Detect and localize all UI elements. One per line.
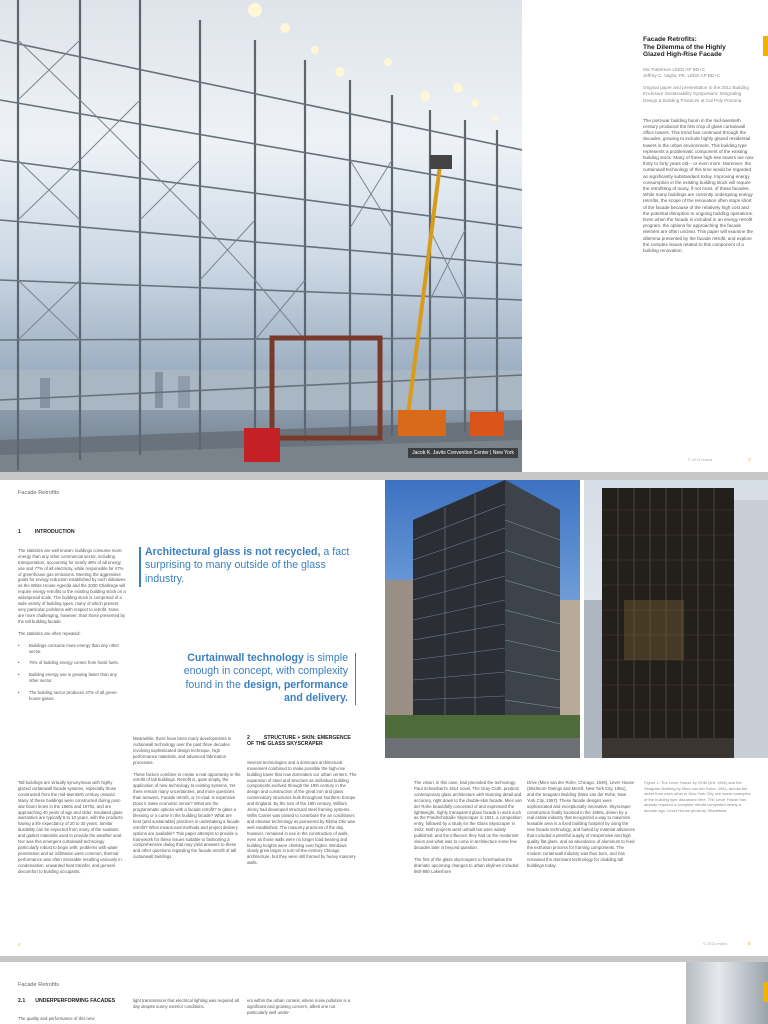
title-line: The Dilemma of the Highly [643, 43, 726, 51]
page-number-right: 5 [748, 941, 751, 946]
convention-center-photo [0, 0, 522, 472]
title-line: Facade Retrofits: [643, 36, 697, 43]
facade-detail-photo [686, 962, 768, 1024]
paragraph: The quality and performance of this new [18, 1016, 95, 1021]
article-front-matter [643, 36, 755, 254]
abstract: The post-war building boom in the mid-twentieth century produced the first crop of glass curtainwall office towers. This trend has continued through the decades, growing to include highly glazed residential towers in the urban environment. This building type represents a problematic component of the existing building stock. Many of these high-rise towers are now thirty to forty years old – or even more. Moreover, the curtainwall technology of this time would be regarded as significantly substandard today. Improving energy consumption in the existing building stock will require the retrofitting of many, if not most, of these facades. While many buildings are currently undergoing energy retrofits, the scope of the renovation often stops short of the facade because of the relatively high cost and the potential disruption to ongoing building operations. Even when the facade is included in an energy retrofit program, the options for approaching the facade element are often unclear. This paper will examine the dilemma presented by the facade retrofit, and explore the complex issues related to this component of a building renovation. [643, 117, 754, 254]
section-title: UNDERPERFORMING FACADES [35, 998, 116, 1004]
paragraph: The statistics are well known: buildings consume more energy than any other commercial sector, including transportation, accounting for nearly 48% of all energy use and 77% of all electricity, while responsible for 47% of greenhouse gas emissions. Meeting the aggressive goals for energy reduction established by such initiatives as the White House Agenda and the 2030 Challenge will require energy retrofits to the existing building stock on a widespread scale. The building stock is comprised of a wide variety of building types, many of which present very particular problems with respect to retrofit. None are more challenging, however, than those presented by the tall building facade. [18, 547, 126, 624]
section-tab [763, 36, 768, 56]
paragraph: The first of the glass skyscrapers to foreshadow the dramatic upcoming changes to urban skylines included 860-880 Lakeshore [414, 856, 519, 874]
modern-curtainwall-column: Drive (Mies van der Rohe, Chicago, 1949), Lever House (Skidmore Owings and Merrill, New York City, 1951), and the Seagram Building (Mies van der Rohe, New York City, 1957). These facade designs were sophisticated and exceptionally innovative. Skyscraper construction finally boomed in the 1960s, driven by a real estate industry that recognized a way to maximize leasable area in a fixed building footprint by using the new facade technology, and fueled by material advances that included a plentiful supply of inexpensive and high quality flat glass, and an abundance of aluminum to feed the extrusion process for framing components. The modern curtainwall industry was thus born, and has remained the dominant technology for cladding tall buildings today. [527, 780, 635, 868]
quote-text: is simple enough in concept, with complexity found in the [183, 652, 348, 691]
section-number: 2.1 [18, 998, 26, 1004]
pull-quote-curtainwall [170, 652, 348, 706]
intro-column-continued: Tall buildings are virtually synonymous with highly glazed curtainwall facade systems, especially those constructed from the mid-twentieth century onward. Many of these buildings were constructed during post-war boom times in the 1960s and 1970s, and are approaching 40 years of age and older. Insulated glass warranties are typically 5 to 10 years, with the products having a life expectancy of 20 to 30 years. Similar durability can be expected from many of the sealants and gasket materials used to provide the weather seal. Nor was this emergent curtainwall technology particularly robust to begin with; problems with water penetration and air infiltration were common; thermal performance was often miserable resulting variously in condensation, unwanted heat transfer, and general discomfort to building occupants. [18, 780, 123, 874]
running-head: Facade Retrofits [18, 982, 60, 988]
list-item: • Buildings consume more energy than any other sector. [18, 643, 126, 655]
page-6-partial [0, 962, 768, 1024]
running-head: Facade Retrofits [18, 490, 60, 496]
author-line: Mic Patterson LEED AP BD+C [643, 66, 706, 72]
quote-emphasis: design, performance and delivery. [243, 678, 348, 705]
quote-rule [355, 653, 357, 705]
section-number: 1 [18, 529, 21, 535]
quote-emphasis: Architectural glass is not recycled, [145, 546, 321, 558]
quote-emphasis: Curtainwall technology [187, 652, 304, 664]
author-line: Jeffrey C. Vaglio, PE, LEED AP BD+C [643, 72, 721, 78]
page-number-left: 4 [18, 942, 21, 947]
statistics-list [18, 643, 126, 702]
quote-rule [139, 547, 141, 587]
section-number: 2 [247, 735, 250, 741]
paragraph: Meanwhile, there have been many developments in curtainwall technology over the past three decades involving sophisticated design technique, high performance materials, and advanced fabrication processes. [133, 736, 232, 765]
copyright: © 2013 enclos [688, 458, 713, 462]
authors [643, 67, 755, 79]
paragraph: These factors combine to create a real opportunity in the retrofit of tall buildings. Retrofit is, quite simply, the application of new technology to existing systems. Yet there remain many uncertainties, and more questions than answers. Facade retrofit, or re-clad, is expensive. Does it make economic sense? What are the programmatic options with a facade retrofit? Is glass a blessing or a curse in the building facade? What are best (and sustainable) practices in undertaking a facade retrofit? What means-and-methods and project delivery options are available? This paper attempts to provide a framework for these issues suitable to fashioning a comprehensive dialog that may yield answers to these and other questions regarding the facade retrofit of tall curtainwall buildings. [133, 771, 241, 860]
pull-quote-glass [145, 546, 357, 586]
seagram-illustration [584, 480, 768, 758]
paragraph: Several technologies and a dominant architectural movement combined to make possible the high-rise building tower that now dominates our urban centers. The expansion of steel and structure as individual building components evolved through the 19th century in the design and construction of the great iron and glass conservatory structures built throughout Northern Europe and England. By the turn of the 19th century, William Jenny had developed structural steel framing systems. Willis Carrier was poised to contribute the air conditioner, and elevator technology as pioneered by Elisha Otis was well established. The masonry practices of the day, however, remained in use in the construction of walls, even as those walls were no longer load bearing and building heights were climbing ever higher. Windows slowly grew larger in turn-of-the-century Chicago architecture, but they were still framed by heavy masonry walls. [247, 759, 357, 866]
body-column [133, 736, 241, 866]
lever-house-illustration [385, 480, 580, 758]
lever-house-photo [385, 480, 580, 758]
seagram-building-photo [584, 480, 768, 758]
quote-text: a fact surprising to many outside of the glass industry. [145, 546, 350, 585]
section-heading [18, 530, 126, 536]
list-item: • Building energy use is growing faster than any other sector. [18, 672, 126, 684]
page-3-spread [0, 0, 768, 472]
paragraph: The statistics are often repeated: [18, 630, 81, 636]
section-title: STRUCTURE + SKIN: EMERGENCE OF THE GLASS SKYSCRAPER [247, 735, 351, 747]
page-4-5-spread [0, 480, 768, 956]
photo-caption: Jacob K. Javits Convention Center | New York [408, 448, 518, 458]
intro-column [18, 530, 126, 708]
article-title [643, 36, 755, 59]
list-item: • The building sector produces 47% of all green-house gases. [18, 690, 126, 702]
paragraph: light transmission that electrical lighting was required all day despite sunny exterior conditions. [133, 998, 239, 1009]
structure-skin-column [247, 736, 357, 872]
title-line: Glazed High-Rise Facade [643, 51, 722, 59]
paragraph: ers within the urban context, where noise pollution is a significant and growing concern, albeit one not particularly well under- [247, 998, 351, 1015]
section-heading [247, 736, 357, 748]
space-frame-illustration [0, 0, 522, 472]
origin-note: Original paper and presentation to the 2011 Building Enclosure Sustainability Symposium: Integrating Design & Building Practices at Cal Poly Pomona. [643, 85, 749, 103]
figure-caption: Figure 1: The Lever House by SOM (left, 1951) and the Seagram Building by Mies van der Rohe, 1954, across the street from each other in New York City, are iconic examples of the building type discussed here. The Lever House has already required a complete retrofit completed nearly a decade ago. Lever House photo by Shadekind. [644, 780, 751, 813]
section-tab [763, 982, 768, 1002]
paragraph: The vision, in this case, had preceded the technology. Paul Scheerbart's 1914 novel, The Gray Cloth, predicts contemporary glass architecture with stunning detail and accuracy, right down to the double-skin facade. Mies van der Rohe beautifully conceived of and expressed the lightweight, highly transparent glass facade in work such as the Friedrichstraße Skyscraper in 1921, a competition entry, followed by a study for the Glass Skyscraper in 1922. Both projects went unbuilt but were widely published, and the influence they had on the modernist vision and what was to come in architecture some few decades later is beyond question. [414, 780, 522, 850]
copyright: © 2013 enclos [703, 942, 728, 946]
section-heading [18, 998, 125, 1004]
page-number: 3 [748, 457, 751, 462]
vision-column [414, 780, 522, 881]
list-item: • 76% of building energy comes from fossil fuels. [18, 660, 126, 666]
section-title: INTRODUCTION [34, 529, 75, 535]
